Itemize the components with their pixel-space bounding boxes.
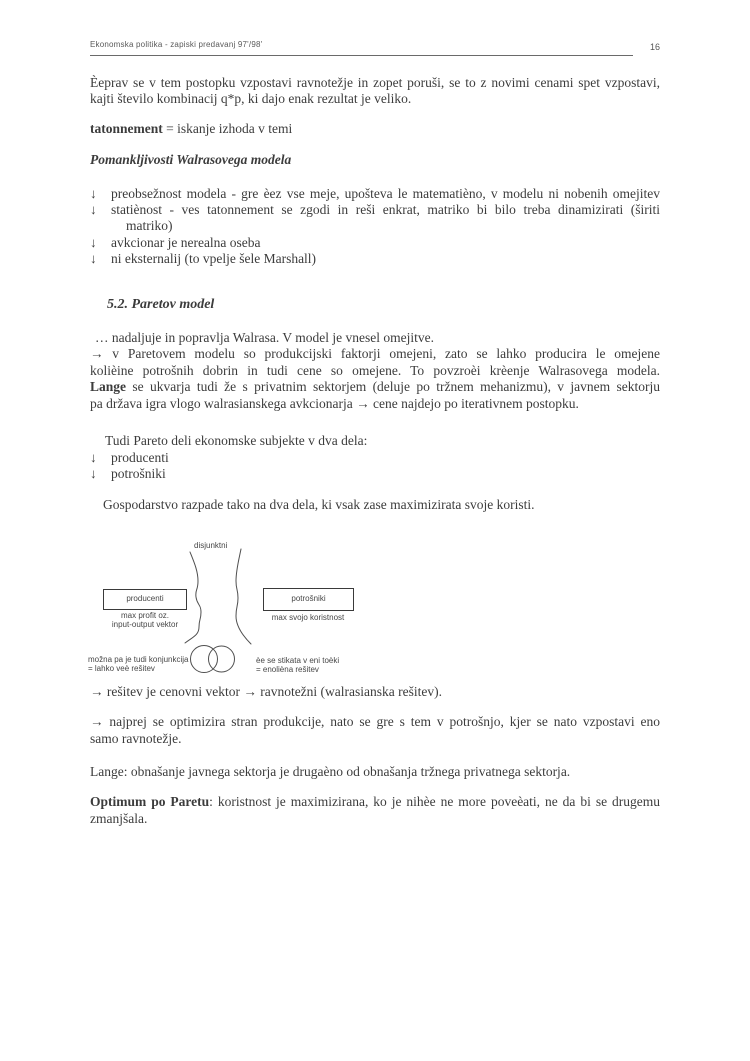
note-line: input-output vektor xyxy=(111,620,179,630)
text-line: Optimum po Paretu: koristnost je maximizirana, ko je nihèe ne more poveèati, ne da bi se drugemu xyxy=(90,794,660,810)
producers-box-label: producenti xyxy=(126,594,164,604)
note-line: èe se stikata v eni toèki xyxy=(256,655,340,665)
shortcomings-list xyxy=(90,186,660,268)
paragraph-subjects-intro: Tudi Pareto deli ekonomske subjekte v dva dela: xyxy=(105,433,368,449)
venn-circle-left xyxy=(191,645,218,672)
text-line: → najprej se optimizira stran produkcije, nato se gre s tem v potrošnjo, kjer se nato vzpostavi eno xyxy=(90,714,660,730)
venn-circle-right xyxy=(209,646,235,672)
list-item xyxy=(90,235,660,251)
conjunction-note xyxy=(88,655,189,674)
paragraph-lange-behavior: Lange: obnašanje javnega sektorja je drugaèno od obnašanja tržnega privatnega sektorja. xyxy=(90,763,571,779)
list-item-text: matriko) xyxy=(126,218,173,234)
text-line: Èeprav se v tem postopku vzpostavi ravnotežje in zopet poruši, se to z novimi cenami spet vzpostavi, xyxy=(90,75,660,90)
note-line: = enolièna rešitev xyxy=(256,665,319,675)
text-line: Lange se ukvarja tudi že s privatnim sektorjem (deluje po tržnem mehanizmu), v javnem sektorju xyxy=(90,379,660,395)
down-arrow-marker: ↓ xyxy=(90,185,97,201)
text-line: samo ravnotežje. xyxy=(90,730,182,746)
consumers-box xyxy=(263,588,354,611)
list-item-text: potrošniki xyxy=(111,465,166,481)
subjects-list xyxy=(90,450,660,483)
heading-walras-shortcomings: Pomankljivosti Walrasovega modela xyxy=(90,152,292,168)
list-item xyxy=(90,202,660,235)
text-line: kajti število kombinacij q*p, ki dajo enak rezultat je veliko. xyxy=(90,91,412,107)
producers-box xyxy=(103,589,187,610)
venn-diagram xyxy=(90,538,660,678)
paragraph-intro xyxy=(90,75,660,108)
paragraph-solution: → rešitev je cenovni vektor → ravnotežni (walrasianska rešitev). xyxy=(90,683,442,699)
list-item xyxy=(90,450,660,466)
paragraph-economy-split: Gospodarstvo razpade tako na dva dela, ki vsak zase maximizirata svoje koristi. xyxy=(103,497,535,513)
down-arrow-marker: ↓ xyxy=(90,449,97,465)
note-line: možna pa je tudi konjunkcija xyxy=(88,654,189,664)
down-arrow-marker: ↓ xyxy=(90,234,97,250)
right-brace-curve xyxy=(236,549,251,644)
text-line: → v Paretovem modelu so produkcijski faktorji omejeni, zato se lahko producira le omejene xyxy=(90,346,660,362)
list-item-text: avkcionar je nerealna oseba xyxy=(111,234,261,250)
paragraph-pareto-optimum xyxy=(90,794,660,827)
single-point-note xyxy=(256,656,339,675)
consumers-box-label: potrošniki xyxy=(291,594,326,604)
list-item-text: statiènost - ves tatonnement se zgodi in reši enkrat, matriko bi bilo treba dinamizirati (širiti xyxy=(111,202,660,218)
list-item-text: ni eksternalij (to vpelje šele Marshall) xyxy=(111,251,317,267)
text-line: pa država igra vlogo walrasianskega avkcionarja → cene najdejo po iterativnem postopku. xyxy=(90,395,579,411)
page-number: 16 xyxy=(649,42,660,52)
producers-note xyxy=(95,611,195,630)
text-line: … nadaljuje in popravlja Walrasa. V model je vnesel omejitve. xyxy=(95,330,434,346)
page-body xyxy=(90,0,660,827)
tatonnement-definition: tatonnement = iskanje izhoda v temi xyxy=(90,120,293,136)
list-item xyxy=(90,466,660,482)
list-item-text: producenti xyxy=(111,449,169,465)
diagram-label-disjunktni: disjunktni xyxy=(194,540,228,550)
list-item-text: preobsežnost modela - gre èez vse meje, upošteva le matematièno, v modelu ni nobenih omejitev xyxy=(111,185,660,201)
list-item xyxy=(90,186,660,202)
consumers-note: max svojo koristnost xyxy=(271,612,345,622)
paragraph-optimization-order xyxy=(90,714,660,747)
down-arrow-marker: ↓ xyxy=(90,202,97,218)
note-line: = lahko veè rešitev xyxy=(88,664,155,674)
paragraph-pareto-description xyxy=(90,330,660,412)
header-title: Ekonomska politika - zapiski predavanj 97'/98' xyxy=(90,40,633,56)
heading-pareto-model: 5.2. Paretov model xyxy=(107,296,215,312)
text-line: kolièine potrošnih dobrin in tudi cene so omejene. To povzroèi krèenje Walrasovega modela. xyxy=(90,362,660,378)
down-arrow-marker: ↓ xyxy=(90,251,97,267)
note-line: max profit oz. xyxy=(120,610,169,620)
list-item xyxy=(90,251,660,267)
down-arrow-marker: ↓ xyxy=(90,465,97,481)
text-line: zmanjšala. xyxy=(90,810,148,826)
